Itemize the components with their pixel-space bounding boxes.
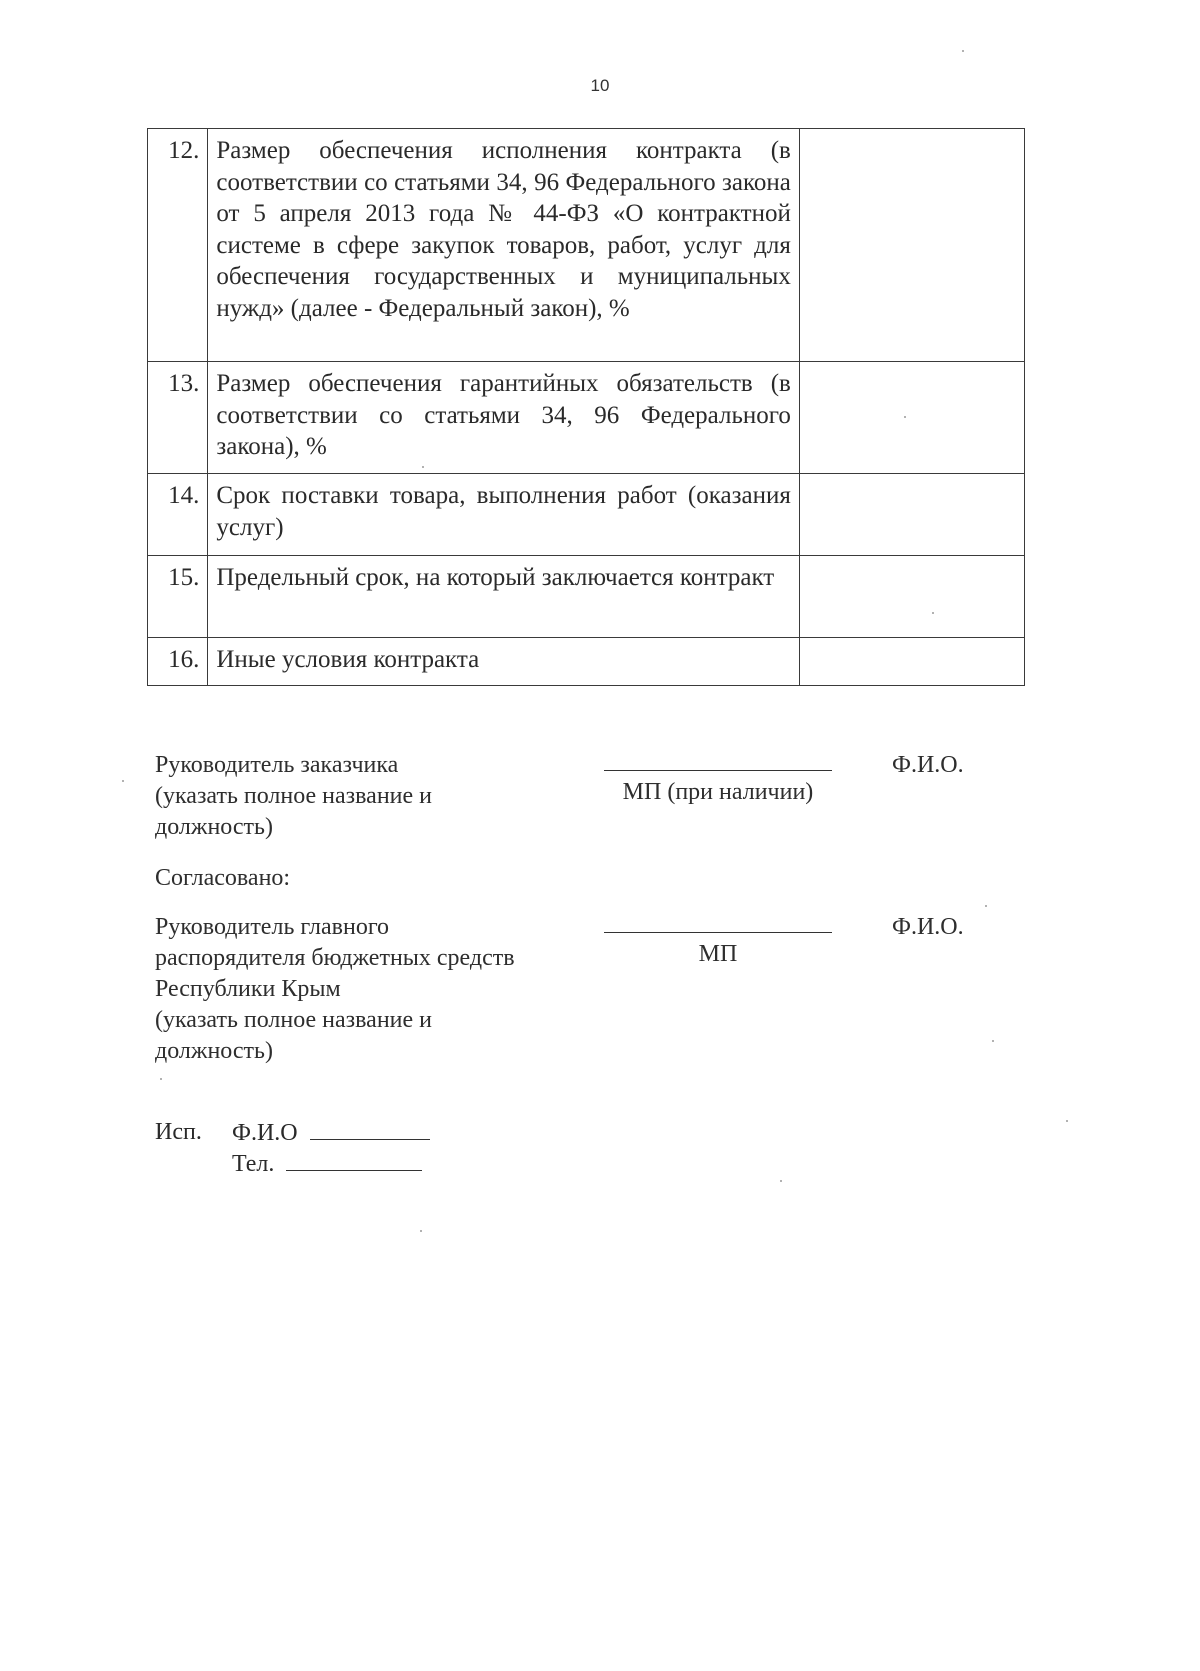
executor-label: Исп.	[155, 1119, 202, 1145]
customer-signature-line[interactable]	[604, 750, 832, 771]
row-value-cell[interactable]	[799, 129, 1024, 362]
table-row	[148, 638, 1025, 686]
row-number: 16.	[148, 638, 208, 686]
scan-speck	[1066, 1120, 1068, 1122]
executor-phone-row	[232, 1148, 422, 1179]
scan-speck	[122, 780, 124, 782]
customer-fio: Ф.И.О.	[892, 752, 964, 778]
executor-fio-label: Ф.И.О	[232, 1120, 298, 1146]
manager-region: Республики Крым	[155, 976, 341, 1002]
table-row	[148, 362, 1025, 474]
customer-stamp-label: МП (при наличии)	[622, 779, 814, 805]
manager-note-cont: должность)	[155, 1038, 273, 1064]
manager-signature-line[interactable]	[604, 912, 832, 933]
table-row	[148, 474, 1025, 556]
customer-signature-label	[155, 750, 575, 843]
contract-terms-table	[147, 128, 1025, 686]
manager-signature-area	[598, 912, 838, 970]
scan-speck	[422, 466, 424, 468]
row-value-cell[interactable]	[799, 638, 1024, 686]
row-value-cell[interactable]	[799, 362, 1024, 474]
manager-signature-label	[155, 912, 575, 1067]
manager-fio: Ф.И.О.	[892, 914, 964, 940]
row-description: Предельный срок, на который заключается контракт	[208, 556, 799, 638]
customer-title: Руководитель заказчика	[155, 752, 399, 778]
manager-title-cont: распорядителя бюджетных средств	[155, 945, 515, 971]
executor-phone-label: Тел.	[232, 1151, 275, 1177]
manager-stamp-label: МП	[698, 941, 738, 967]
scan-speck	[932, 612, 934, 614]
executor-fio-row	[232, 1117, 430, 1148]
row-number: 12.	[148, 129, 208, 362]
row-value-cell[interactable]	[799, 556, 1024, 638]
agreed-label: Согласовано:	[155, 865, 291, 891]
scan-speck	[420, 1230, 422, 1232]
customer-signature-area	[598, 750, 838, 808]
row-number: 13.	[148, 362, 208, 474]
row-description: Срок поставки товара, выполнения работ (оказания услуг)	[208, 474, 799, 556]
table-row	[148, 129, 1025, 362]
scan-speck	[780, 1180, 782, 1182]
row-value-cell[interactable]	[799, 474, 1024, 556]
scan-speck	[992, 1040, 994, 1042]
scan-speck	[160, 1078, 162, 1080]
table-row	[148, 556, 1025, 638]
executor-phone-field[interactable]	[286, 1148, 422, 1171]
customer-note: (указать полное название и	[155, 783, 433, 809]
scan-speck	[985, 905, 987, 907]
row-number: 14.	[148, 474, 208, 556]
row-description: Иные условия контракта	[208, 638, 799, 686]
manager-title: Руководитель главного	[155, 914, 390, 940]
scan-speck	[962, 50, 964, 52]
row-description: Размер обеспечения гарантийных обязательств (в соответствии со статьями 34, 96 Федерального закона), %	[208, 362, 799, 474]
row-description: Размер обеспечения исполнения контракта (в соответствии со статьями 34, 96 Федерального закона от 5 апреля 2013 года № 44-ФЗ «О контрактной системе в сфере закупок товаров, работ, услуг для обеспечения государственных и муниципальных нужд» (далее - Федеральный закон), %	[208, 129, 799, 362]
row-number: 15.	[148, 556, 208, 638]
page-number: 10	[590, 76, 610, 95]
scan-speck	[904, 416, 906, 418]
manager-note: (указать полное название и	[155, 1007, 433, 1033]
customer-note-cont: должность)	[155, 814, 273, 840]
executor-fio-field[interactable]	[310, 1117, 430, 1140]
